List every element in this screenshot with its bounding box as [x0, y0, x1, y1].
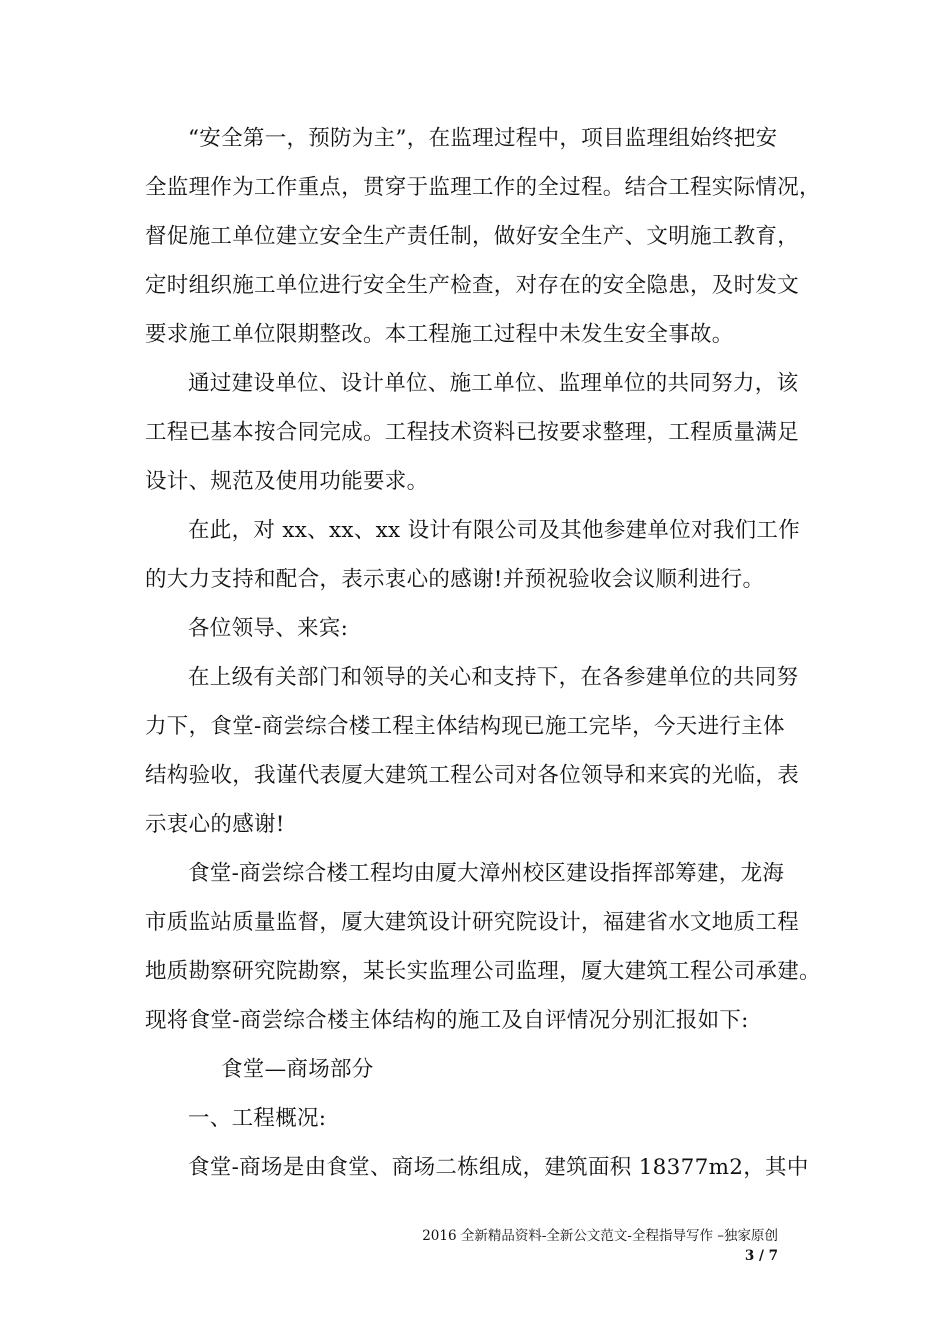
- text-line: 一、工程概况:: [188, 1106, 327, 1131]
- text-line: 的大力支持和配合，表示衷心的感谢!并预祝验收会议顺利进行。: [145, 567, 765, 592]
- text-line: 地质勘察研究院勘察，某长实监理公司监理，厦大建筑工程公司承建。: [145, 959, 821, 984]
- text-line: 食堂-商尝综合楼工程均由厦大漳州校区建设指挥部筹建，龙海: [188, 861, 785, 886]
- text-line: 食堂-商场是由食堂、商场二栋组成，建筑面积 18377m2，其中: [188, 1155, 809, 1180]
- text-line: 在上级有关部门和领导的关心和支持下，在各参建单位的共同努: [188, 665, 799, 690]
- text-line: 示衷心的感谢!: [145, 812, 285, 837]
- text-line: 定时组织施工单位进行安全生产检查，对存在的安全隐患，及时发文: [145, 273, 800, 298]
- text-line: 力下，食堂-商尝综合楼工程主体结构现已施工完毕，今天进行主体: [145, 714, 785, 739]
- text-line: “安全第一，预防为主”，在监理过程中，项目监理组始终把安: [188, 126, 778, 151]
- text-line: 设计、规范及使用功能要求。: [145, 469, 429, 494]
- document-body: [145, 114, 821, 1192]
- page-number: 3 / 7: [744, 1248, 778, 1264]
- text-line: 市质监站质量监督，厦大建筑设计研究院设计，福建省水文地质工程: [145, 910, 800, 935]
- text-line: 现将食堂-商尝综合楼主体结构的施工及自评情况分别汇报如下:: [145, 1008, 749, 1033]
- text-line: 工程已基本按合同完成。工程技术资料已按要求整理，工程质量满足: [145, 420, 800, 445]
- page-footer: [422, 1226, 778, 1266]
- text-line: 在此，对 xx、xx、xx 设计有限公司及其他参建单位对我们工作: [188, 518, 801, 543]
- text-line: 督促施工单位建立安全生产责任制，做好安全生产、文明施工教育，: [145, 224, 800, 249]
- text-line: 结构验收，我谨代表厦大建筑工程公司对各位领导和来宾的光临，表: [145, 763, 800, 788]
- text-line: 全监理作为工作重点，贯穿于监理工作的全过程。结合工程实际情况，: [145, 175, 821, 200]
- footer-tagline: 2016 全新精品资料-全新公文范文-全程指导写作 –独家原创: [422, 1228, 778, 1244]
- text-line: 要求施工单位限期整改。本工程施工过程中未发生安全事故。: [145, 322, 734, 347]
- text-line: 各位领导、来宾:: [188, 616, 349, 641]
- text-line: 通过建设单位、设计单位、施工单位、监理单位的共同努力，该: [188, 371, 799, 396]
- text-line: 食堂—商场部分: [221, 1057, 374, 1082]
